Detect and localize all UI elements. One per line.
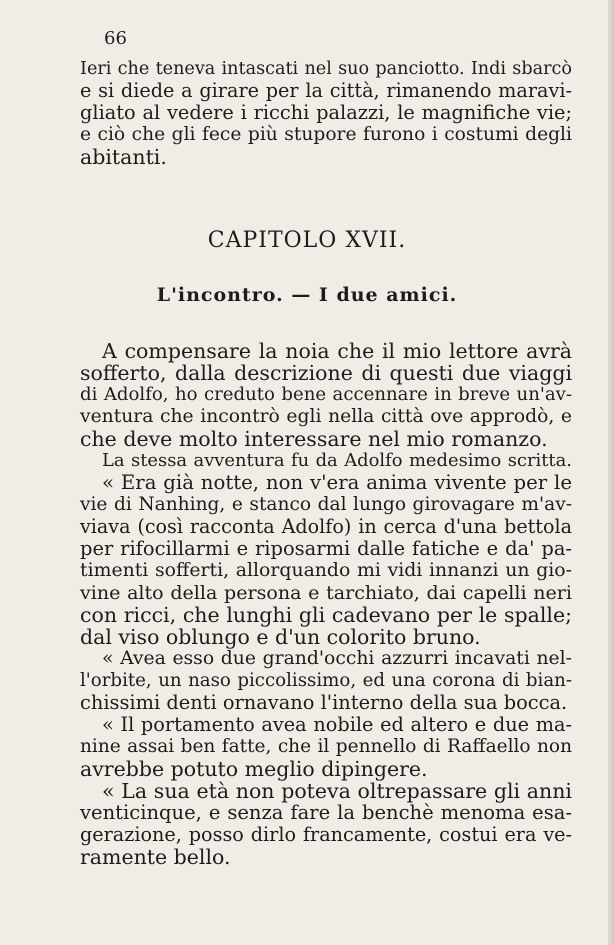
text-line: l'orbite, un naso piccolissimo, ed una corona di bian-	[80, 670, 572, 691]
text-line: « Il portamento avea nobile ed altero e due ma-	[102, 713, 572, 736]
text-line: abitanti.	[80, 145, 167, 169]
text-line: « Avea esso due grand'occhi azzurri incavati nel-	[102, 648, 572, 669]
chapter-title: CAPITOLO XVII.	[207, 228, 407, 253]
text-line: sofferto, dalla descrizione di questi due viaggi	[80, 361, 572, 385]
page-number: 66	[104, 28, 127, 49]
text-line: di Adolfo, ho creduto bene accennare in breve un'av-	[80, 384, 572, 405]
text-line: A compensare la noia che il mio lettore avrà	[102, 339, 572, 363]
chapter-body	[80, 340, 572, 868]
text-line: dal viso oblungo e d'un colorito bruno.	[80, 625, 481, 649]
text-line: venticinque, e senza fare la benchè menoma esa-	[80, 801, 572, 824]
text-line: La stessa avventura fu da Adolfo medesimo scritta.	[102, 450, 572, 471]
text-line: « La sua età non poteva oltrepassare gli anni	[102, 779, 572, 803]
text-line: e ciò che gli fece più stupore furono i costumi degli	[80, 124, 572, 145]
text-line: chissimi denti ornavano l'interno della sua bocca.	[80, 691, 568, 714]
text-line: ramente bello.	[80, 845, 231, 869]
text-line: con ricci, che lunghi gli cadevano per le spalle;	[80, 603, 572, 627]
text-line: e si diede a girare per la città, rimanendo maravi-	[80, 79, 572, 102]
chapter-subtitle: L'incontro. — I due amici.	[156, 284, 458, 306]
intro-paragraph	[80, 58, 572, 168]
text-line: vine alto della persona e tarchiato, dai capelli neri	[80, 582, 572, 604]
text-line: viava (così racconta Adolfo) in cerca d'una bettola	[80, 515, 572, 538]
text-line: gerazione, posso dirlo francamente, costui era ve-	[80, 823, 572, 846]
text-line: ventura che incontrò egli nella città ove approdò, e	[80, 406, 572, 427]
text-line: timenti sofferti, allorquando mi vidi innanzi un gio-	[80, 560, 572, 581]
text-line: per rifocillarmi e riposarmi dalle fatiche e da' pa-	[80, 537, 572, 560]
text-line: « Era già notte, non v'era anima vivente per le	[102, 471, 572, 494]
text-line: gliato al vedere i ricchi palazzi, le magnifiche vie;	[80, 101, 572, 124]
text-line: che deve molto interessare nel mio romanzo.	[80, 427, 548, 451]
text-line: Ieri che teneva intascati nel suo panciotto. Indi sbarcò	[80, 59, 572, 79]
text-line: nine assai ben fatte, che il pennello di Raffaello non	[80, 736, 572, 757]
text-line: avrebbe potuto meglio dipingere.	[80, 757, 428, 781]
text-line: vie di Nanhing, e stanco dal lungo girovagare m'av-	[80, 494, 572, 515]
